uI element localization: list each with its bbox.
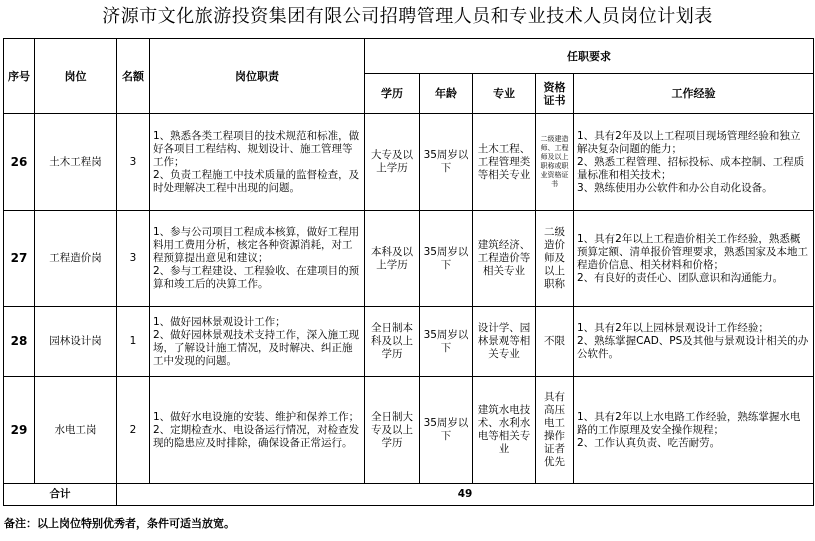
row-certificate: 二级建造师、工程师及以上职称或职业资格证书 — [536, 114, 574, 211]
row-education: 全日制大专及以上学历 — [365, 377, 420, 484]
row-quota: 1 — [117, 307, 150, 377]
row-major: 设计学、园林景观等相关专业 — [473, 307, 536, 377]
table-row — [4, 114, 814, 211]
row-position: 园林设计岗 — [35, 307, 117, 377]
row-age: 35周岁以下 — [420, 114, 473, 211]
table-row — [4, 377, 814, 484]
header-major: 专业 — [473, 74, 536, 114]
header-seq: 序号 — [4, 39, 35, 114]
table-row — [4, 307, 814, 377]
row-certificate: 二级造价师及以上职称 — [536, 211, 574, 307]
row-seq: 27 — [4, 211, 35, 307]
header-duties: 岗位职责 — [150, 39, 365, 114]
page-title: 济源市文化旅游投资集团有限公司招聘管理人员和专业技术人员岗位计划表 — [102, 6, 713, 27]
row-major: 建筑水电技术、水利水电等相关专业 — [473, 377, 536, 484]
row-seq: 28 — [4, 307, 35, 377]
row-position: 土木工程岗 — [35, 114, 117, 211]
row-certificate: 不限 — [536, 307, 574, 377]
header-certificate: 资格证书 — [536, 74, 574, 114]
table-row — [4, 211, 814, 307]
row-duties: 1、参与公司项目工程成本核算，做好工程用料用工费用分析，核定各种资源消耗，对工程预算提出意见和建议； 2、参与工程建设、工程验收、在建项目的预算和竣工后的决算工作。 — [150, 211, 365, 307]
row-duties: 1、做好水电设施的安装、维护和保养工作； 2、定期检查水、电设备运行情况，对检查发现的隐患应及时排除，确保设备正常运行。 — [150, 377, 365, 484]
footnote: 备注：以上岗位特别优秀者，条件可适当放宽。 — [4, 517, 235, 530]
row-quota: 3 — [117, 211, 150, 307]
header-row-top — [4, 39, 814, 74]
row-education: 本科及以上学历 — [365, 211, 420, 307]
header-age: 年龄 — [420, 74, 473, 114]
row-quota: 2 — [117, 377, 150, 484]
header-position: 岗位 — [35, 39, 117, 114]
row-age: 35周岁以下 — [420, 377, 473, 484]
row-age: 35周岁以下 — [420, 307, 473, 377]
row-duties: 1、做好园林景观设计工作； 2、做好园林景观技术支持工作，深入施工现场，了解设计施工情况，及时解决、纠正施工中发现的问题。 — [150, 307, 365, 377]
total-label: 合计 — [4, 484, 117, 506]
row-duties: 1、熟悉各类工程项目的技术规范和标准，做好各项目工程结构、规划设计、施工管理等工作； 2、负责工程施工中技术质量的监督检查，及时处理解决工程中出现的问题。 — [150, 114, 365, 211]
row-experience: 1、具有2年以上工程造价相关工作经验，熟悉概预算定额、清单报价管理要求，熟悉国家及本地工程造价信息、相关材料和价格； 2、有良好的责任心、团队意识和沟通能力。 — [574, 211, 814, 307]
row-age: 35周岁以下 — [420, 211, 473, 307]
row-major: 土木工程、工程管理类等相关专业 — [473, 114, 536, 211]
total-row — [4, 484, 814, 506]
row-quota: 3 — [117, 114, 150, 211]
header-requirements: 任职要求 — [365, 39, 814, 74]
row-experience: 1、具有2年及以上工程项目现场管理经验和独立解决复杂问题的能力； 2、熟悉工程管理、招标投标、成本控制、工程质量标准和相关技术； 3、熟练使用办公软件和办公自动化设备。 — [574, 114, 814, 211]
row-certificate: 具有高压电工操作证者优先 — [536, 377, 574, 484]
row-education: 大专及以上学历 — [365, 114, 420, 211]
header-education: 学历 — [365, 74, 420, 114]
position-plan-table — [3, 38, 814, 506]
row-position: 水电工岗 — [35, 377, 117, 484]
row-seq: 29 — [4, 377, 35, 484]
row-education: 全日制本科及以上学历 — [365, 307, 420, 377]
header-quota: 名额 — [117, 39, 150, 114]
row-major: 建筑经济、工程造价等相关专业 — [473, 211, 536, 307]
header-experience: 工作经验 — [574, 74, 814, 114]
row-position: 工程造价岗 — [35, 211, 117, 307]
row-seq: 26 — [4, 114, 35, 211]
row-experience: 1、具有2年以上园林景观设计工作经验； 2、熟练掌握CAD、PS及其他与景观设计相关的办公软件。 — [574, 307, 814, 377]
total-value: 49 — [117, 484, 814, 506]
row-experience: 1、具有2年以上水电路工作经验，熟练掌握水电路的工作原理及安全操作规程； 2、工作认真负责、吃苦耐劳。 — [574, 377, 814, 484]
